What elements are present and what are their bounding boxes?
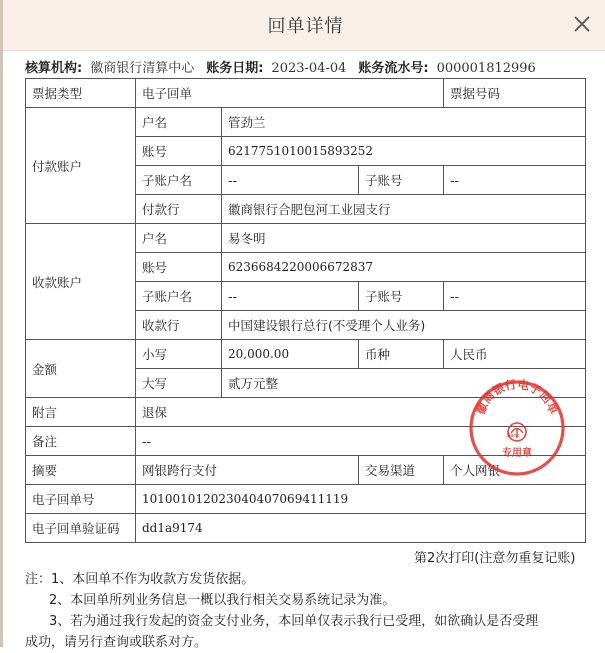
note-line: 成功，请另行查询或联系对方。 [25, 635, 208, 650]
payee-name: 易冬明 [222, 224, 586, 253]
table-row [26, 224, 586, 253]
table-row [26, 514, 586, 543]
payer-account: 6217751010015893252 [222, 137, 586, 166]
electronic-receipt-seal [467, 378, 567, 478]
date-label: 账务日期: [206, 61, 264, 76]
payee-sub-account-label: 子账号 [359, 282, 444, 311]
type-value: 电子回单 [136, 79, 444, 108]
receipt-no-value: 101001012023040407069411119 [136, 485, 586, 514]
serial-value: 000001812996 [436, 61, 536, 76]
note-line: 3、若为通过我行发起的资金支付业务，本回单仅表示我行已受理，如欲确认是否受理 [49, 614, 539, 629]
payee-sub-name: -- [222, 282, 359, 311]
remark-value: -- [136, 427, 586, 456]
org-value: 徽商银行清算中心 [90, 61, 195, 76]
receipt-no-label: 电子回单号 [26, 485, 136, 514]
payer-bank-label: 付款行 [136, 195, 222, 224]
svg-text:徽商银行电子回单 [473, 378, 561, 417]
summary-label: 摘要 [26, 456, 136, 485]
postscript-label: 附言 [26, 398, 136, 427]
postscript-value: 退保 [136, 398, 586, 427]
payer-account-label: 账号 [136, 137, 222, 166]
payer-bank: 徽商银行合肥包河工业园支行 [222, 195, 586, 224]
payer-sub-name: -- [222, 166, 359, 195]
table-row [26, 485, 586, 514]
amount-section-label: 金额 [26, 340, 136, 398]
payee-section-label: 收款账户 [26, 224, 136, 340]
payee-account-label: 账号 [136, 253, 222, 282]
table-row [26, 108, 586, 137]
currency-value: 人民币 [444, 340, 586, 369]
channel-label: 交易渠道 [359, 456, 444, 485]
payee-sub-account: -- [444, 282, 586, 311]
dialog-titlebar [3, 0, 605, 51]
payee-bank: 中国建设银行总行(不受理个人业务) [222, 311, 586, 340]
table-row [26, 79, 586, 108]
payee-bank-label: 收款行 [136, 311, 222, 340]
payer-sub-account-label: 子账号 [359, 166, 444, 195]
close-icon[interactable] [568, 10, 596, 38]
payee-name-label: 户名 [136, 224, 222, 253]
amount-small-label: 小写 [136, 340, 222, 369]
print-count-note: 第2次打印(注意勿重复记账) [414, 551, 576, 566]
date-value: 2023-04-04 [271, 61, 347, 76]
payer-name-label: 户名 [136, 108, 222, 137]
payer-sub-account: -- [444, 166, 586, 195]
payer-name: 管劲兰 [222, 108, 586, 137]
payee-sub-name-label: 子账户名 [136, 282, 222, 311]
dialog-title: 回单详情 [267, 16, 344, 37]
verify-value: dd1a9174 [136, 514, 586, 543]
close-button[interactable] [568, 10, 596, 38]
seal-arc-text: 徽商银行电子回单 [473, 378, 561, 417]
amount-small: 20,000.00 [222, 340, 359, 369]
org-label: 核算机构: [25, 61, 83, 76]
serial-label: 账务流水号: [358, 61, 429, 76]
note-line: 注：1、本回单不作为收款方发货依据。 [25, 572, 255, 587]
summary-value: 网银跨行支付 [136, 456, 359, 485]
payer-sub-name-label: 子账户名 [136, 166, 222, 195]
seal-logo-text: Bank [507, 433, 520, 439]
receipt-notes [25, 569, 595, 653]
verify-label: 电子回单验证码 [26, 514, 136, 543]
remark-label: 备注 [26, 427, 136, 456]
number-label: 票据号码 [444, 79, 586, 108]
table-row [26, 340, 586, 369]
payer-section-label: 付款账户 [26, 108, 136, 224]
payee-account: 6236684220006672837 [222, 253, 586, 282]
seal-sub-text: 专用章 [502, 448, 532, 459]
note-line: 2、本回单所列业务信息一概以我行相关交易系统记录为准。 [49, 593, 396, 608]
type-label: 票据类型 [26, 79, 136, 108]
amount-big: 贰万元整 [222, 369, 586, 398]
currency-label: 币种 [359, 340, 444, 369]
receipt-meta [25, 57, 585, 77]
amount-big-label: 大写 [136, 369, 222, 398]
channel-value: 个人网银 [444, 456, 586, 485]
